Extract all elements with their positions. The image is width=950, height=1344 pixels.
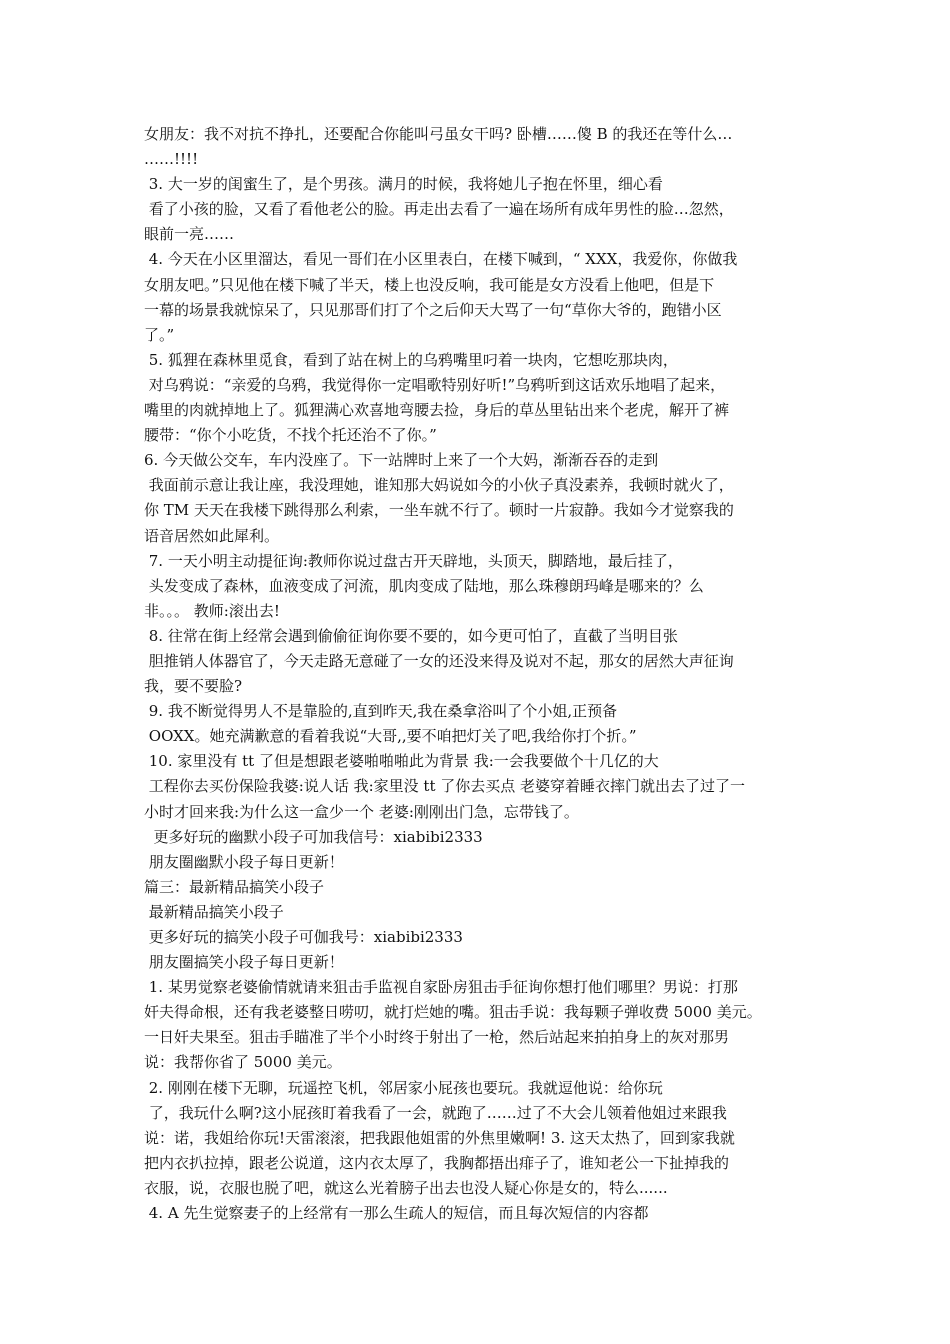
text-line-4: 看了小孩的脸，又看了看他老公的脸。再走出去看了一遍在场所有成年男性的脸…忽然， (144, 200, 734, 219)
text-line-21: 8. 往常在街上经常会遇到偷偷征询你要不要的，如今更可怕了，直截了当明目张 (144, 626, 678, 645)
text-line-15: 我面前示意让我让座，我没理她，谁知那大妈说如今的小伙子真没素养，我顿时就火了， (144, 476, 734, 495)
text-line-38: 说：我帮你省了 5000 美元。 (144, 1053, 342, 1072)
text-line-44: 4. A 先生觉察妻子的上经常有一那么生疏人的短信，而且每次短信的内容都 (144, 1204, 649, 1223)
text-line-12: 嘴里的肉就掉地上了。狐狸满心欢喜地弯腰去捡，身后的草丛里钻出来个老虎，解开了裤 (144, 401, 730, 420)
text-line-24: 9. 我不断觉得男人不是靠脸的,直到昨天,我在桑拿浴叫了个小姐,正预备 (144, 702, 618, 721)
text-line-43: 衣服，说，衣服也脱了吧，就这么光着膀子出去也没人疑心你是女的，特么...... (144, 1178, 668, 1197)
text-line-30: 朋友圈幽默小段子每日更新！ (144, 852, 344, 871)
text-line-23: 我，要不要脸? (144, 677, 243, 696)
text-line-25: OOXX。她充满歉意的看着我说“大哥,,要不咱把灯关了吧,我给你打个折。” (144, 727, 637, 746)
text-line-17: 语音居然如此犀利。 (144, 526, 280, 545)
text-line-34: 朋友圈搞笑小段子每日更新！ (144, 953, 344, 972)
text-line-28: 小时才回来我:为什么这一盒少一个 老婆:刚刚出门急，忘带钱了。 (144, 802, 579, 821)
text-line-20: 非。。。 教师:滚出去! (144, 601, 280, 620)
text-line-37: 一日奸夫果至。狙击手瞄准了半个小时终于射出了一枪，然后站起来拍拍身上的灰对那男 (144, 1028, 730, 1047)
text-line-39: 2. 刚刚在楼下无聊，玩遥控飞机，邻居家小屁孩也要玩。我就逗他说：给你玩 (144, 1078, 663, 1097)
text-line-40: 了，我玩什么啊?这小屁孩盯着我看了一会，就跑了……过了不大会儿领着他姐过来跟我 (144, 1103, 727, 1122)
text-line-1: 女朋友：我不对抗不挣扎，还要配合你能叫弓虽女干吗? 卧槽……傻 B 的我还在等什么… (144, 125, 733, 143)
text-line-7: 女朋友吧。”只见他在楼下喊了半天，楼上也没反响，我可能是女方没看上他吧，但是下 (144, 275, 715, 294)
text-line-2: ……!!!! (144, 150, 199, 169)
text-line-18: 7. 一天小明主动提征询:教师你说过盘古开天辟地，头顶天，脚踏地，最后挂了， (144, 551, 683, 570)
text-line-9: 了。” (144, 325, 175, 344)
section-heading: 篇三：最新精品搞笑小段子 (144, 877, 325, 896)
text-line-3: 3. 大一岁的闺蜜生了，是个男孩。满月的时候，我将她儿子抱在怀里，细心看 (144, 175, 663, 194)
text-line-8: 一幕的场景我就惊呆了，只见那哥们打了个之后仰天大骂了一句“草你大爷的，跑错小区 (144, 300, 722, 319)
text-line-35: 1. 某男觉察老婆偷情就请来狙击手监视自家卧房狙击手征询你想打他们哪里？男说：打那 (144, 978, 738, 997)
text-line-41: 说：诺，我姐给你玩!天雷滚滚，把我跟他姐雷的外焦里嫩啊! 3. 这天太热了，回到家我就 (144, 1128, 735, 1147)
text-line-13: 腰带：“你个小吃货，不找个托还治不了你。” (144, 426, 437, 445)
text-line-32: 最新精品搞笑小段子 (144, 902, 284, 921)
text-line-19: 头发变成了森林，血液变成了河流，肌肉变成了陆地，那么珠穆朗玛峰是哪来的？么 (144, 576, 704, 595)
text-line-22: 胆推销人体器官了，今天走路无意碰了一女的还没来得及说对不起，那女的居然大声征询 (144, 651, 734, 670)
text-line-11: 对乌鸦说：“亲爱的乌鸦，我觉得你一定唱歌特别好听!”乌鸦听到这话欢乐地唱了起来， (144, 375, 726, 394)
text-line-42: 把内衣扒拉掉，跟老公说道，这内衣太厚了，我胸都捂出痱子了，谁知老公一下扯掉我的 (144, 1153, 730, 1172)
text-line-26: 10. 家里没有 tt 了但是想跟老婆啪啪啪此为背景 我:一会我要做个十几亿的大 (144, 752, 659, 771)
text-line-33: 更多好玩的搞笑小段子可伽我号：xiabibi2333 (144, 928, 463, 946)
text-line-29: 更多好玩的幽默小段子可加我信号：xiabibi2333 (144, 827, 483, 846)
document-page (144, 122, 812, 1226)
text-line-27: 工程你去买份保险我婆:说人话 我:家里没 tt 了你去买点 老婆穿着睡衣摔门就出去了过了一 (144, 777, 746, 796)
text-line-36: 奸夫得命根，还有我老婆整日唠叨，就打烂她的嘴。狙击手说：我每颗子弹收费 5000 美元。 (144, 1003, 762, 1022)
text-line-6: 4. 今天在小区里溜达，看见一哥们在小区里表白，在楼下喊到，“ XXX，我爱你，你做我 (144, 250, 738, 269)
text-line-5: 眼前一亮…… (144, 225, 235, 244)
text-line-10: 5. 狐狸在森林里觅食，看到了站在树上的乌鸦嘴里叼着一块肉，它想吃那块肉， (144, 350, 678, 369)
text-line-16: 你 TM 天天在我楼下跳得那么利索，一坐车就不行了。顿时一片寂静。我如今才觉察我的 (144, 501, 734, 520)
text-line-14: 6. 今天做公交车，车内没座了。下一站牌时上来了一个大妈，渐渐吞吞的走到 (144, 451, 659, 470)
